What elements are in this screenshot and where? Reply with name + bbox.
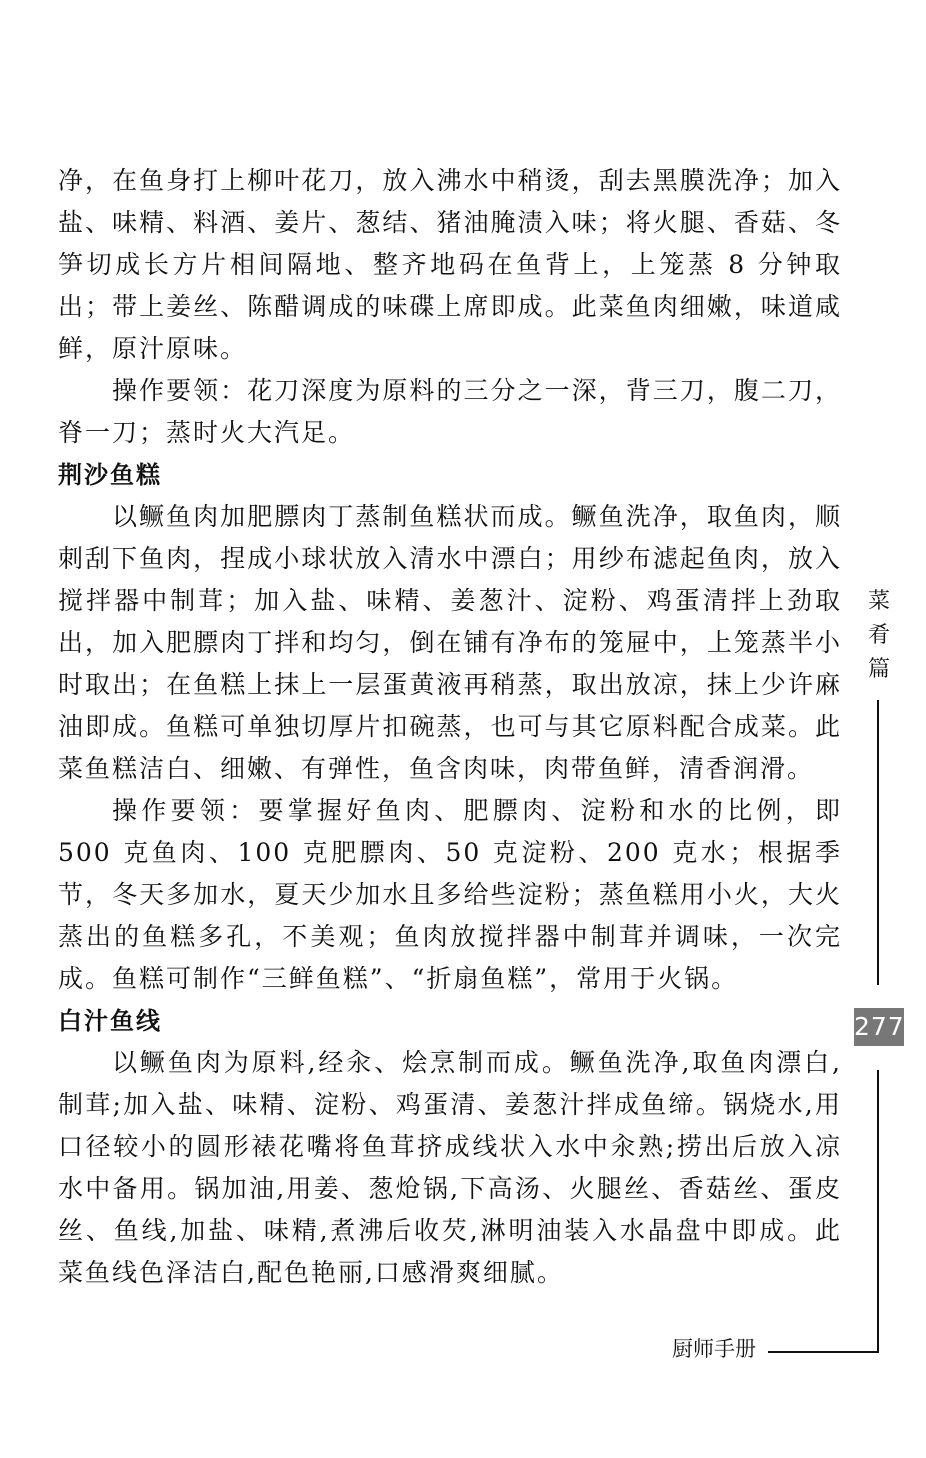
- paragraph-2-tips: 操作要领：花刀深度为原料的三分之一深，背三刀，腹二刀，脊一刀；蒸时火大汽足。: [58, 376, 842, 447]
- paragraph-4-tips: 操作要领：要掌握好鱼肉、肥膘肉、淀粉和水的比例，即 500 克鱼肉、100 克肥膘肉、50 克淀粉、200 克水；根据季节，冬天多加水，夏天少加水且多给些淀粉；蒸鱼糕用小火，大火蒸出的鱼糕多孔，不美观；鱼肉放搅拌器中制茸并调味，一次完成。鱼糕可制作“三鲜鱼糕”、“折扇鱼糕”，常用于火锅。: [58, 796, 842, 993]
- side-rule-bottom: [877, 1070, 879, 1352]
- main-text: [58, 160, 842, 1294]
- paragraph-5: 以鳜鱼肉为原料,经汆、烩烹制而成。鳜鱼洗净,取鱼肉漂白,制茸;加入盐、味精、淀粉、鸡蛋清、姜葱汁拌成鱼缔。锅烧水,用口径较小的圆形裱花嘴将鱼茸挤成线状入水中汆熟;捞出后放入凉水中备用。锅加油,用姜、葱炝锅,下高汤、火腿丝、香菇丝、蛋皮丝、鱼线,加盐、味精,煮沸后收芡,淋明油装入水晶盘中即成。此菜鱼线色泽洁白,配色艳丽,口感滑爽细腻。: [58, 1048, 842, 1287]
- footer-book-title: 厨师手册: [672, 1337, 756, 1361]
- paragraph-1: 净，在鱼身打上柳叶花刀，放入沸水中稍烫，刮去黑膜洗净；加入盐、味精、料酒、姜片、葱结、猪油腌渍入味；将火腿、香菇、冬笋切成长方片相间隔地、整齐地码在鱼背上，上笼蒸 8 分钟取出；带上姜丝、陈醋调成的味碟上席即成。此菜鱼肉细嫩，味道咸鲜，原汁原味。: [58, 166, 842, 363]
- side-rule-top: [877, 700, 879, 985]
- page-number: 277: [854, 1008, 904, 1046]
- side-section-label: 菜肴篇: [867, 589, 890, 682]
- paragraph-3: 以鳜鱼肉加肥膘肉丁蒸制鱼糕状而成。鳜鱼洗净，取鱼肉，顺刺刮下鱼肉，捏成小球状放入清水中漂白；用纱布滤起鱼肉，放入搅拌器中制茸；加入盐、味精、姜葱汁、淀粉、鸡蛋清拌上劲取出，加入肥膘肉丁拌和均匀，倒在铺有净布的笼屉中，上笼蒸半小时取出；在鱼糕上抹上一层蛋黄液再稍蒸，取出放凉，抹上少许麻油即成。鱼糕可单独切厚片扣碗蒸，也可与其它原料配合成菜。此菜鱼糕洁白、细嫩、有弹性，鱼含肉味，肉带鱼鲜，清香润滑。: [58, 502, 842, 783]
- heading-baizhi-yuxian: 白汁鱼线: [58, 1007, 162, 1035]
- heading-jingsha-yugao: 荆沙鱼糕: [58, 461, 162, 489]
- footer-rule: [768, 1351, 879, 1353]
